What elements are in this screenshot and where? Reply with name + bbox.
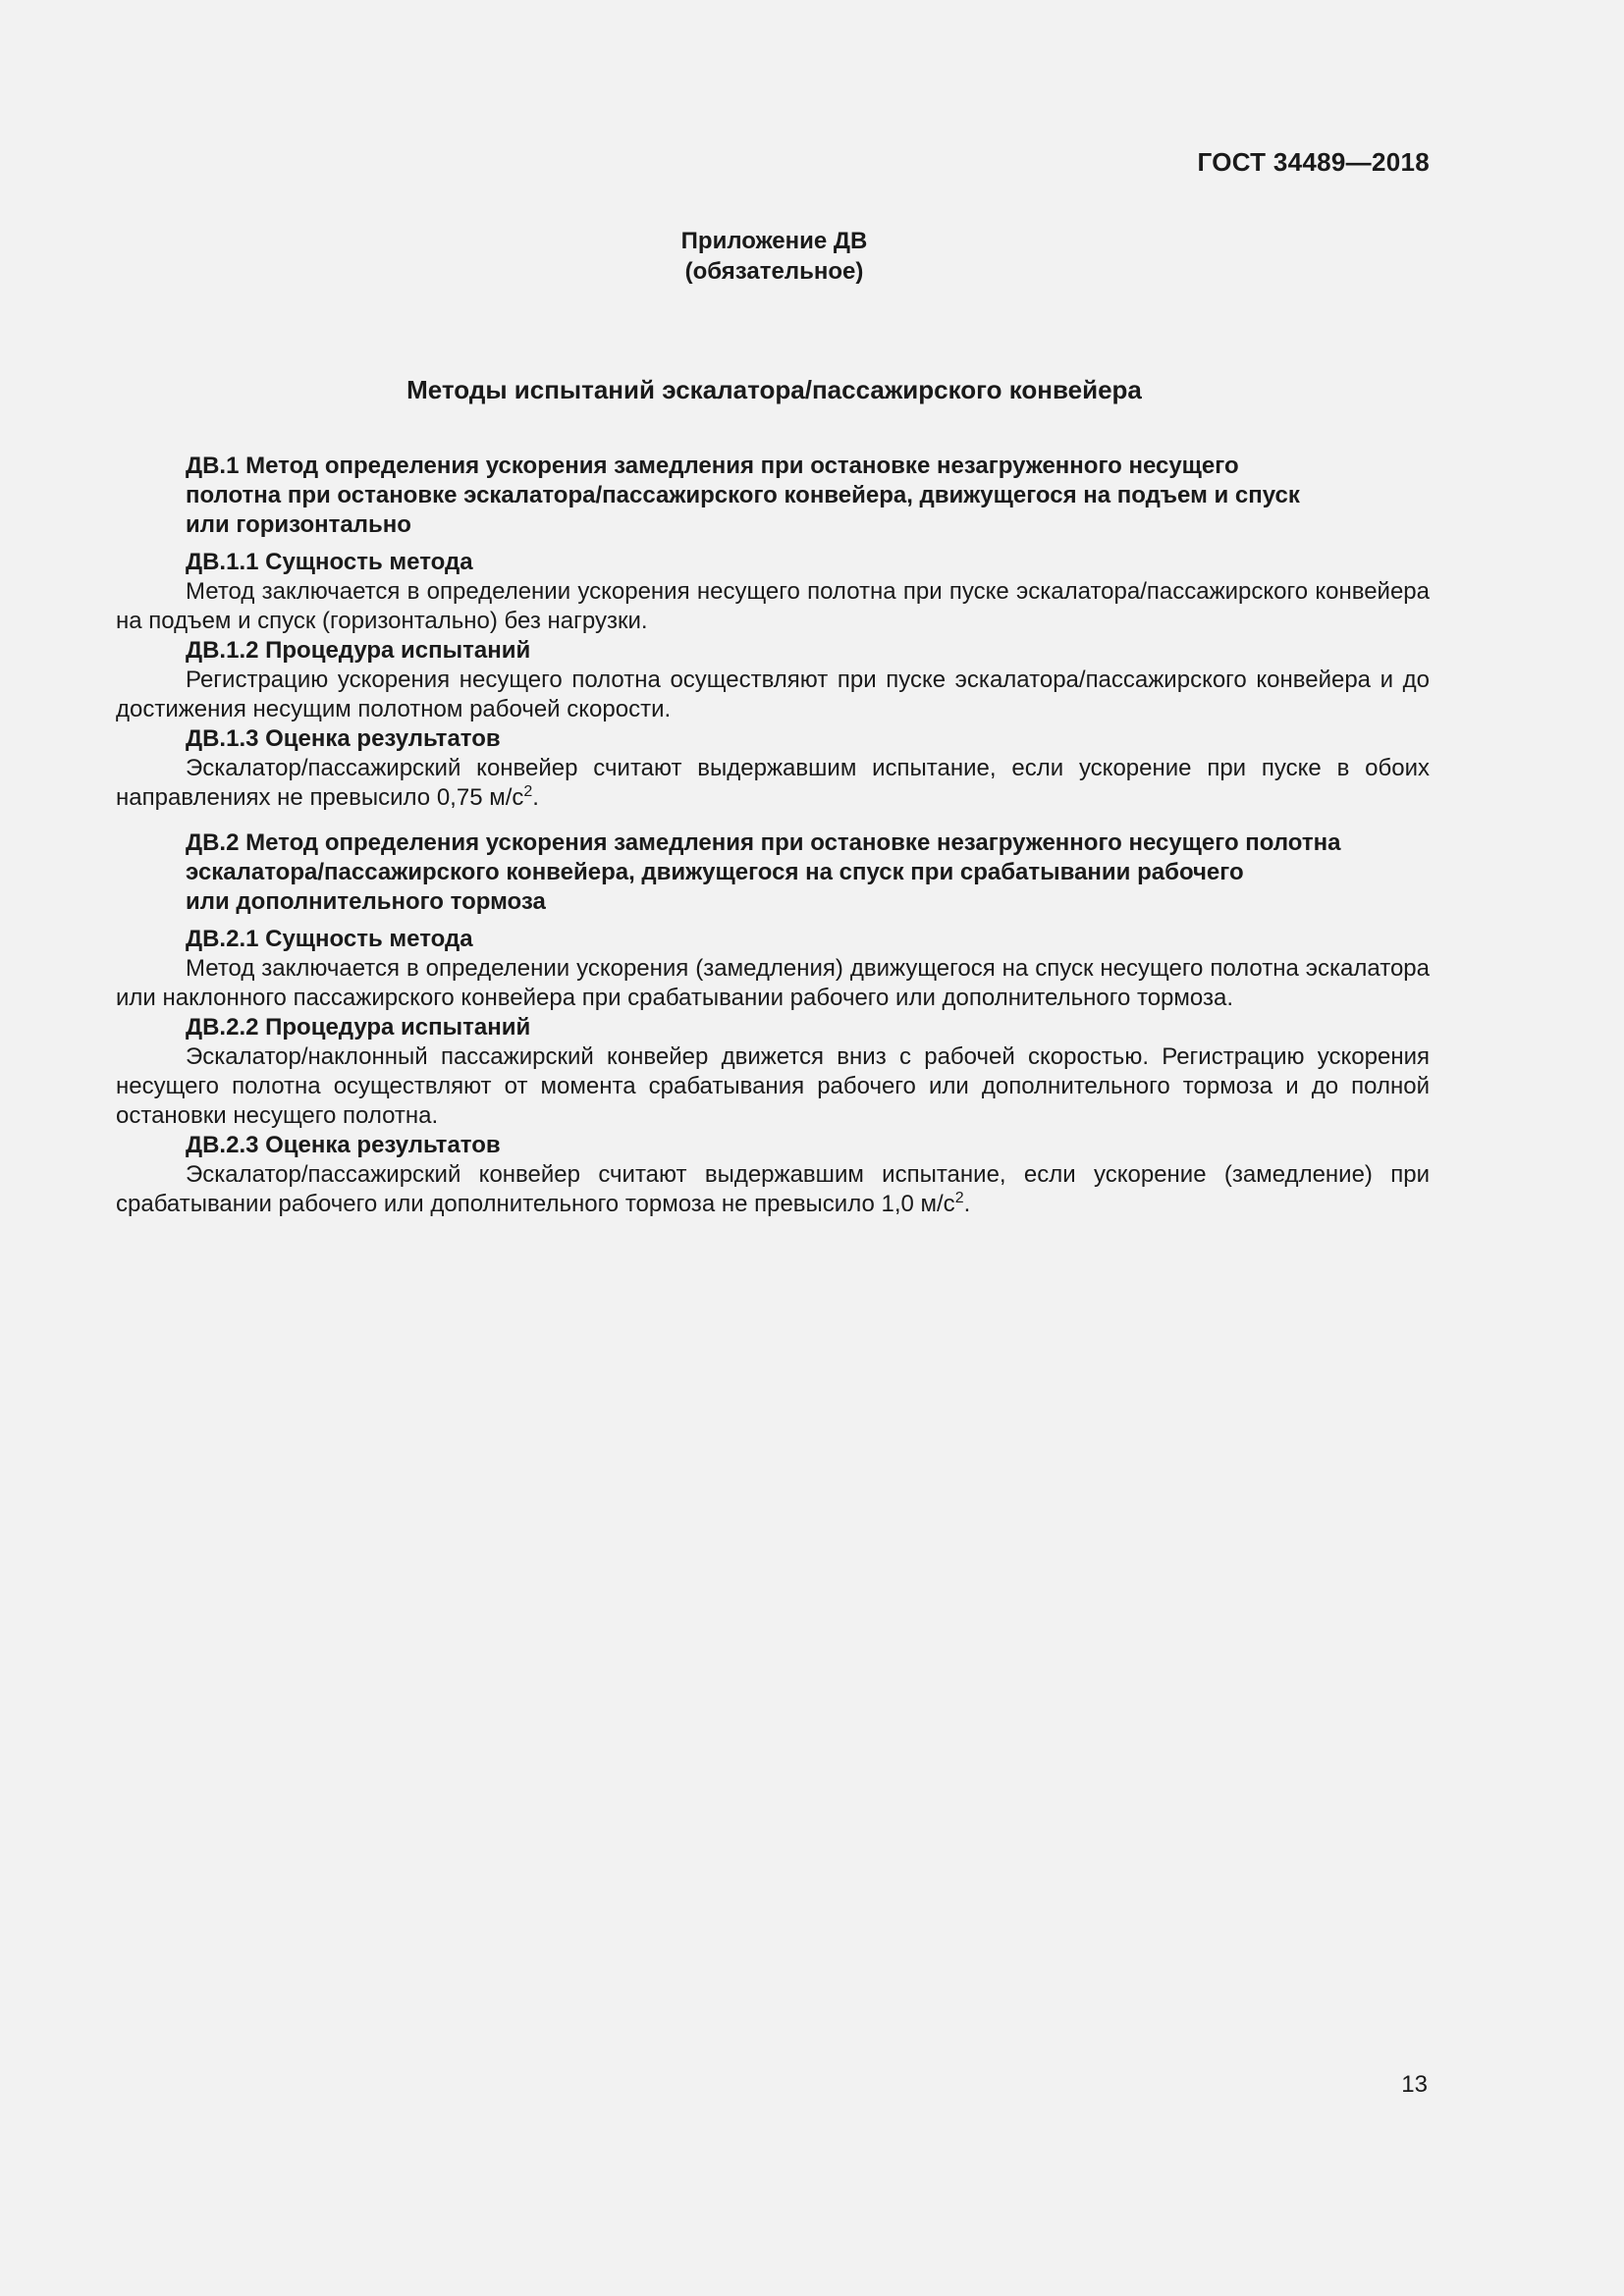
paragraph: Эскалатор/пассажирский конвейер считают выдержавшим испытание, если ускорение (замедление) при срабатывании рабочего или дополнительного тормоза не превысило 1,0 $м/с^2$. bbox=[116, 1161, 1430, 1217]
paragraph: Эскалатор/наклонный пассажирский конвейер движется вниз с рабочей скоростью. Регистрацию ускорения несущего полотна осуществляют от момента срабатывания рабочего или дополнительного тормоза и до полной остановки несущего полотна. bbox=[116, 1043, 1430, 1129]
main-title: Методы испытаний эскалатора/пассажирского конвейера bbox=[406, 375, 1142, 404]
section-heading: ДВ.2 Метод определения ускорения замедления при остановке незагруженного несущего полотна эскалатора/пассажирского конвейера, движущегося на спуск при срабатывании рабочего или дополнительного тормоза bbox=[186, 829, 1341, 915]
appendix-title: Приложение ДВ bbox=[680, 228, 868, 254]
section-dv1 bbox=[116, 452, 1430, 813]
document-code: ГОСТ 34489—2018 bbox=[1197, 147, 1430, 177]
document-body bbox=[116, 452, 1430, 1219]
section-dv2 bbox=[116, 828, 1430, 1219]
subsection-heading: ДВ.2.2 Процедура испытаний bbox=[186, 1014, 531, 1041]
paragraph: Эскалатор/пассажирский конвейер считают выдержавшим испытание, если ускорение при пуске в обоих направлениях не превысило 0,75 $м/с^2$. bbox=[116, 755, 1430, 811]
subsection-heading: ДВ.2.3 Оценка результатов bbox=[186, 1132, 501, 1158]
appendix-heading bbox=[0, 226, 1548, 287]
subsection-heading: ДВ.1.2 Процедура испытаний bbox=[186, 637, 531, 664]
subsection-heading: ДВ.2.1 Сущность метода bbox=[186, 926, 473, 952]
subsection-heading: ДВ.1.1 Сущность метода bbox=[186, 549, 473, 575]
paragraph: Метод заключается в определении ускорения (замедления) движущегося на спуск несущего полотна эскалатора или наклонного пассажирского конвейера при срабатывании рабочего или дополнительного тормоза. bbox=[116, 955, 1430, 1011]
section-heading: ДВ.1 Метод определения ускорения замедления при остановке незагруженного несущего полотна при остановке эскалатора/пассажирского конвейера, движущегося на подъем и спуск или горизонтально bbox=[186, 453, 1300, 538]
subsection-heading: ДВ.1.3 Оценка результатов bbox=[186, 725, 501, 752]
page-number: 13 bbox=[1401, 2071, 1428, 2098]
paragraph: Регистрацию ускорения несущего полотна осуществляют при пуске эскалатора/пассажирского конвейера и до достижения несущим полотном рабочей скорости. bbox=[116, 667, 1430, 722]
paragraph: Метод заключается в определении ускорения несущего полотна при пуске эскалатора/пассажирского конвейера на подъем и спуск (горизонтально) без нагрузки. bbox=[116, 578, 1430, 634]
appendix-status: (обязательное) bbox=[684, 258, 864, 285]
